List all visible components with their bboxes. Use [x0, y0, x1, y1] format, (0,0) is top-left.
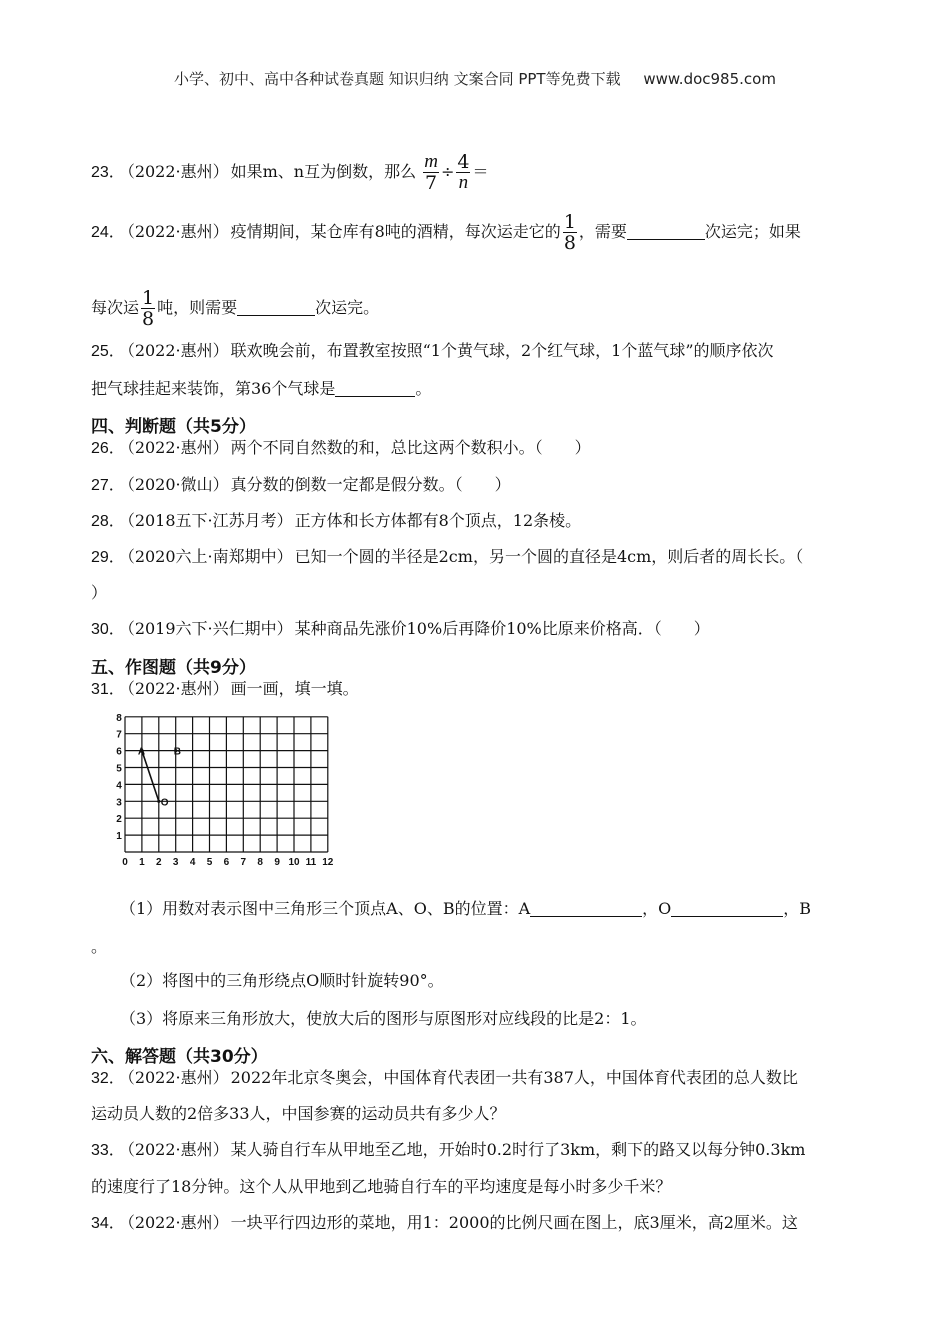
question-text: 画一画，填一填。 [230, 679, 359, 698]
question-number: 25． [91, 343, 125, 360]
x-tick-label: 1 [139, 857, 145, 868]
answer-blank[interactable] [627, 223, 705, 240]
answer-blank-o[interactable] [671, 900, 783, 917]
x-tick-label: 9 [274, 857, 280, 868]
question-number: 27． [91, 477, 125, 494]
question-source: （2018五下·江苏月考） [126, 511, 293, 530]
y-tick-label: 5 [116, 763, 122, 775]
question-source: （2022·惠州） [126, 438, 229, 457]
y-tick-label: 1 [116, 831, 122, 843]
question-text: 每次运 [91, 298, 140, 317]
x-tick-label: 3 [172, 857, 179, 868]
question-24 [91, 212, 801, 253]
answer-blank[interactable] [237, 299, 315, 316]
question-25-line2 [91, 378, 431, 400]
question-text: 两个不同自然数的和，总比这两个数积小。（ ） [230, 438, 591, 457]
x-tick-label: 7 [240, 857, 247, 868]
coordinate-grid [108, 708, 348, 872]
x-tick-label: 0 [122, 857, 128, 868]
question-26 [91, 437, 591, 460]
question-33 [91, 1139, 805, 1162]
question-text: 某人骑自行车从甲地至乙地，开始时0.2时行了3km，剩下的路又以每分钟0.3km [230, 1140, 806, 1159]
x-tick-label: 10 [288, 857, 300, 868]
fraction-1-over-8: $\frac{1}{8}$ [142, 287, 155, 330]
question-text: 某种商品先涨价10%后再降价10%比原来价格高．（ ） [294, 619, 710, 638]
header-text: 小学、初中、高中各种试卷真题 知识归纳 文案合同 PPT等免费下载 [174, 70, 621, 88]
question-text: 联欢晚会前，布置教室按照“1个黄气球，2个红气球，1个蓝气球”的顺序依次 [230, 341, 774, 360]
question-31-sub3: （3）将原来三角形放大，使放大后的图形与原图形对应线段的比是2：1。 [120, 1009, 647, 1028]
question-source: （2022·惠州） [126, 162, 229, 181]
question-text: （1）用数对表示图中三角形三个顶点A、O、B的位置：A [120, 899, 531, 918]
vertex-label-a: A [137, 746, 146, 758]
y-tick-label: 7 [116, 729, 122, 741]
y-tick-label: 4 [116, 780, 122, 792]
x-tick-label: 5 [206, 857, 213, 868]
question-source: （2022·惠州） [126, 1068, 229, 1087]
question-27 [91, 474, 511, 497]
question-number: 24． [91, 224, 125, 241]
fraction-1-over-8: $\frac{1}{8}$ [563, 211, 576, 254]
question-29-line2: ） [91, 583, 108, 602]
question-29 [91, 546, 803, 569]
question-source: （2022·惠州） [126, 222, 229, 241]
question-source: （2022·惠州） [126, 679, 229, 698]
question-text: 吨，则需要 [157, 298, 238, 317]
y-tick-label: 8 [116, 712, 122, 724]
question-text: 已知一个圆的半径是2cm，另一个圆的直径是4cm，则后者的周长长。（ [294, 547, 804, 566]
question-text: 2022年北京冬奥会，中国体育代表团一共有387人，中国体育代表团的总人数比 [230, 1068, 798, 1087]
question-text: 一块平行四边形的菜地，用1：2000的比例尺画在图上，底3厘米，高2厘米。这 [230, 1213, 798, 1232]
question-32-line2: 运动员人数的2倍多33人，中国参赛的运动员共有多少人？ [91, 1104, 506, 1123]
section-title-drawing: 五、作图题（共9分） [91, 658, 256, 678]
x-tick-label: 4 [189, 857, 196, 868]
fraction-m-over-7: $\frac{m}{7}$ [424, 151, 438, 194]
equals-sign: ＝ [472, 162, 489, 181]
fraction-4-over-n: $\frac{4}{n}$ [457, 151, 470, 193]
header-url[interactable]: www.doc985.com [643, 70, 776, 88]
question-source: （2022·惠州） [126, 341, 229, 360]
question-number: 33． [91, 1142, 125, 1159]
question-number: 31． [91, 681, 125, 698]
question-text: 疫情期间，某仓库有8吨的酒精，每次运走它的 [230, 222, 561, 241]
question-31-sub1-end: 。 [91, 937, 108, 956]
question-text: 正方体和长方体都有8个顶点，12条棱。 [294, 511, 582, 530]
question-34 [91, 1212, 798, 1235]
question-text: 把气球挂起来装饰，第36个气球是 [91, 379, 336, 398]
page-header [0, 68, 950, 89]
question-24-line2 [91, 288, 379, 329]
vertex-label-o: O [160, 797, 169, 809]
section-title-judgement: 四、判断题（共5分） [91, 417, 256, 437]
divide-sign: ÷ [440, 162, 455, 181]
question-number: 28． [91, 513, 125, 530]
question-28 [91, 510, 581, 533]
x-tick-label: 6 [223, 857, 230, 868]
question-33-line2: 的速度行了18分钟。这个人从甲地到乙地骑自行车的平均速度是每小时多少千米？ [91, 1177, 672, 1196]
y-tick-label: 2 [116, 814, 122, 826]
question-number: 30． [91, 621, 125, 638]
question-31-sub1 [120, 898, 811, 920]
question-source: （2020·微山） [126, 475, 229, 494]
question-30 [91, 618, 710, 641]
question-source: （2022·惠州） [126, 1140, 229, 1159]
question-source: （2022·惠州） [126, 1213, 229, 1232]
vertex-label-b: B [173, 746, 181, 758]
question-text: 真分数的倒数一定都是假分数。（ ） [230, 475, 511, 494]
question-number: 32． [91, 1070, 125, 1087]
question-text: 次运完；如果 [704, 222, 801, 241]
question-32 [91, 1067, 798, 1090]
question-text: 次运完。 [315, 298, 380, 317]
question-31-sub2: （2）将图中的三角形绕点O顺时针旋转90°。 [120, 971, 444, 990]
question-number: 29． [91, 549, 125, 566]
question-number: 26． [91, 440, 125, 457]
question-text: 。 [415, 379, 432, 398]
y-tick-label: 6 [116, 746, 122, 758]
x-tick-label: 8 [257, 857, 263, 868]
question-text: ，B [783, 899, 812, 918]
answer-blank[interactable] [335, 380, 415, 397]
x-tick-label: 2 [156, 857, 162, 868]
question-text: ，O [642, 899, 672, 918]
question-source: （2020六上·南郑期中） [126, 547, 293, 566]
question-number: 23． [91, 164, 125, 181]
question-text: 如果m、n互为倒数，那么 [230, 162, 417, 181]
answer-blank-a[interactable] [530, 900, 642, 917]
y-tick-label: 3 [116, 797, 122, 809]
question-source: （2019六下·兴仁期中） [126, 619, 293, 638]
question-25 [91, 340, 774, 363]
question-number: 34． [91, 1215, 125, 1232]
x-tick-label: 11 [305, 857, 317, 868]
x-tick-label: 12 [322, 857, 334, 868]
triangle-side-ao [142, 751, 159, 802]
question-text: ，需要 [578, 222, 627, 241]
question-31 [91, 678, 359, 701]
question-23 [91, 152, 488, 193]
section-title-solutions: 六、解答题（共30分） [91, 1047, 268, 1067]
